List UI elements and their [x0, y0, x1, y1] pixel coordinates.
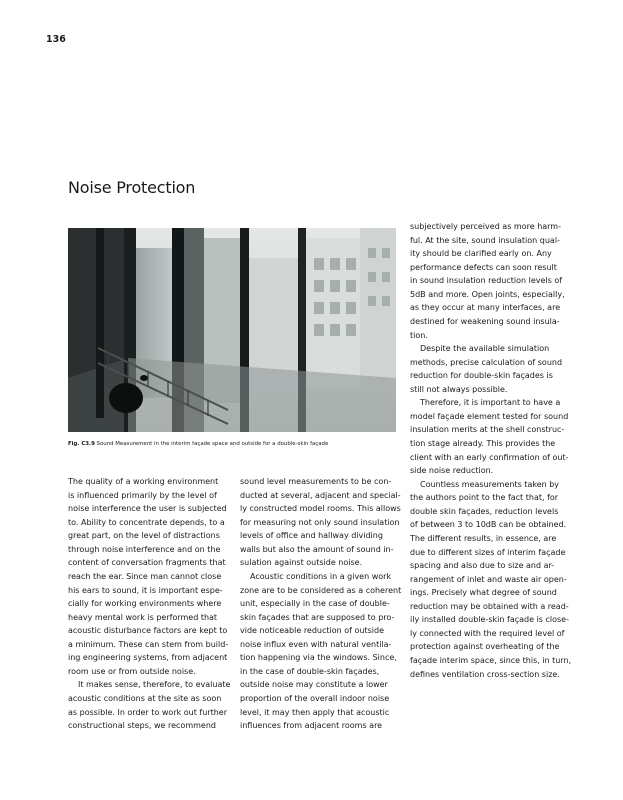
text-line: The different results, in essence, are	[410, 533, 557, 543]
text-line: as possible. In order to work out further	[68, 707, 228, 717]
text-line: outside noise may constitute a lower	[240, 680, 388, 690]
figure-caption-text: Sound Measurement in the interim façade space and outside for a double-skin façade	[96, 441, 329, 447]
text-line: ful. At the site, sound insulation qual-	[410, 235, 560, 245]
paragraph	[68, 678, 231, 732]
text-line: It makes sense, therefore, to evaluate	[78, 680, 231, 690]
text-line: sound level measurements to be con-	[240, 477, 392, 486]
text-line: insulation merits at the shell construc-	[410, 425, 565, 435]
body-column-1	[68, 475, 231, 733]
text-line: acoustic disturbance factors are kept to	[68, 626, 228, 636]
text-line: ily installed double-skin façade is close-	[410, 615, 569, 625]
text-line: acoustic conditions at the site as soon	[68, 694, 222, 703]
text-line: tion stage already. This provides the	[410, 439, 556, 448]
text-line: The quality of a working environment	[68, 477, 219, 486]
text-line: Acoustic conditions in a given work	[250, 571, 392, 581]
section-title: Noise Protection	[68, 178, 196, 197]
figure-caption	[68, 440, 408, 448]
text-line: noise influx even with natural ventila-	[240, 639, 392, 649]
text-line: to. Ability to concentrate depends, to a	[68, 517, 225, 527]
text-line: noise interference the user is subjected	[68, 504, 227, 514]
text-line: reduction for double-skin façades is	[410, 371, 553, 381]
text-line: level, it may then apply that acoustic	[240, 707, 390, 717]
text-line: ing engineering systems, from adjacent	[68, 653, 228, 663]
text-line: spacing and also due to size and ar-	[410, 561, 555, 571]
paragraph	[410, 220, 570, 342]
text-line: through noise interference and on the	[68, 544, 221, 554]
text-line: walls but also the amount of sound in-	[240, 544, 394, 554]
text-line: façade interim space, since this, in turn,	[410, 656, 572, 665]
text-line: defines ventilation cross-section size.	[410, 669, 560, 679]
paragraph	[68, 475, 228, 678]
text-line: reduction may be obtained with a read-	[410, 601, 569, 611]
text-line: reach the ear. Since man cannot close	[68, 571, 222, 581]
text-line: heavy mental work is performed that	[68, 612, 218, 622]
text-line: ings. Precisely what degree of sound	[410, 588, 557, 598]
text-line: side noise reduction.	[410, 466, 494, 476]
paragraph	[240, 570, 400, 733]
text-line: a minimum. These can stem from build-	[68, 639, 229, 649]
text-line: vide noticeable reduction of outside	[240, 626, 385, 636]
text-line: ducted at several, adjacent and special-	[240, 490, 401, 500]
text-line: great part, on the level of distractions	[68, 531, 220, 541]
text-line: Therefore, it is important to have a	[420, 398, 561, 408]
page-number: 136	[46, 34, 66, 45]
text-line: performance defects can soon result	[410, 262, 557, 272]
text-line: model façade element tested for sound	[410, 411, 569, 421]
paragraph	[410, 478, 570, 681]
paragraph	[410, 396, 570, 477]
text-line: levels of office and hallway dividing	[240, 531, 383, 541]
text-line: proportion of the overall indoor noise	[240, 694, 390, 703]
text-line: due to different sizes of interim façade	[410, 547, 566, 557]
text-line: destined for weakening sound insula-	[410, 316, 560, 326]
text-line: zone are to be considered as a coherent	[240, 585, 402, 595]
text-line: skin façades that are supposed to pro-	[240, 612, 395, 622]
text-line: tion.	[410, 330, 428, 340]
text-line: rangement of inlet and waste air open-	[410, 574, 567, 584]
text-line: tion happening via the windows. Since,	[240, 653, 397, 663]
text-line: 5dB and more. Open joints, especially,	[410, 289, 565, 299]
text-line: in the case of double-skin façades,	[240, 666, 380, 676]
text-line: double skin façades, reduction levels	[410, 506, 559, 516]
text-line: methods, precise calculation of sound	[410, 357, 563, 367]
text-line: sulation against outside noise.	[240, 558, 363, 568]
text-line: still not always possible.	[410, 384, 508, 394]
text-line: his ears to sound, it is important espe-	[68, 585, 223, 595]
body-column-3	[410, 220, 570, 681]
text-line: Despite the available simulation	[420, 344, 550, 354]
text-line: subjectively perceived as more harm-	[410, 222, 561, 231]
paragraph	[240, 475, 400, 570]
figure-photo	[68, 228, 396, 432]
text-line: of between 3 to 10dB can be obtained.	[410, 520, 567, 530]
paragraph	[410, 342, 570, 396]
text-line: as they occur at many interfaces, are	[410, 303, 561, 313]
figure-label: Fig. C3.9	[68, 441, 95, 447]
text-line: content of conversation fragments that	[68, 558, 226, 568]
text-line: cially for working environments where	[68, 599, 222, 609]
text-line: influences from adjacent rooms are	[240, 721, 383, 731]
text-line: unit, especially in the case of double-	[240, 599, 390, 609]
text-line: the authors point to the fact that, for	[410, 493, 559, 503]
text-line: ly connected with the required level of	[410, 628, 565, 638]
text-line: constructional steps, we recommend	[68, 721, 216, 731]
text-line: ly constructed model rooms. This allows	[240, 504, 401, 514]
text-line: ity should be clarified early on. Any	[410, 249, 552, 259]
text-line: protection against overheating of the	[410, 642, 560, 652]
text-line: for measuring not only sound insulation	[240, 517, 400, 527]
body-column-2	[240, 475, 400, 733]
text-line: is influenced primarily by the level of	[68, 490, 217, 500]
text-line: Countless measurements taken by	[420, 479, 560, 489]
text-line: client with an early confirmation of out-	[410, 452, 569, 462]
text-line: in sound insulation reduction levels of	[410, 276, 563, 286]
text-line: room use or from outside noise.	[68, 666, 196, 676]
